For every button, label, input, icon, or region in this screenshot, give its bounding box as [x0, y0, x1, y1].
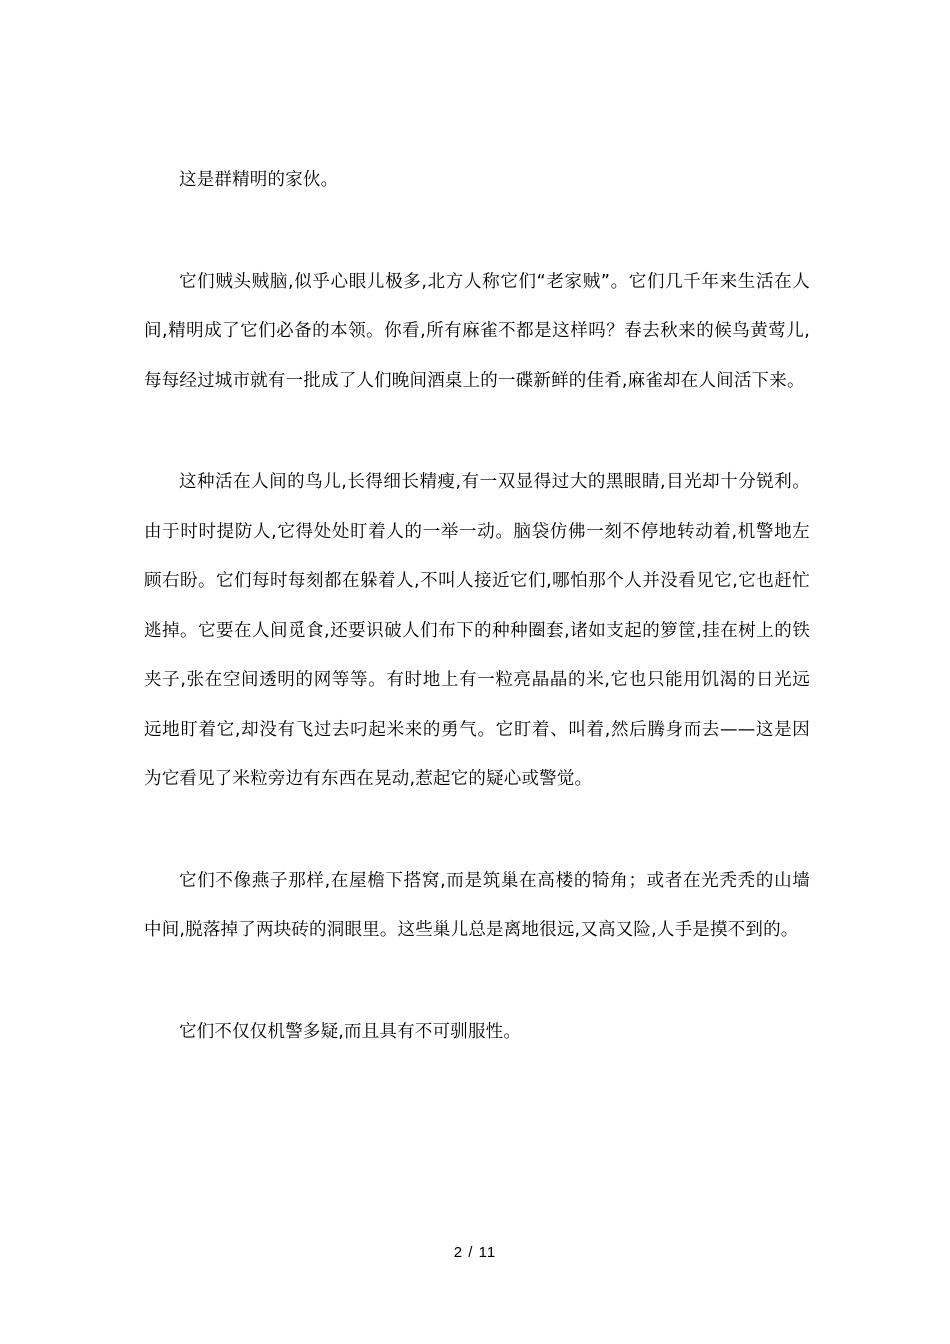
body-text [144, 156, 810, 1057]
paragraph: 它们贼头贼脑,似乎心眼儿极多,北方人称它们“老家贼”。它们几千年来生活在人间,精明成了它们必备的本领。你看,所有麻雀不都是这样吗？春去秋来的候鸟黄莺儿,每每经过城市就有一批成了人们晚间酒桌上的一碟新鲜的佳肴,麻雀却在人间活下来。 [144, 271, 810, 391]
paragraph: 这种活在人间的鸟儿,长得细长精瘦,有一双显得过大的黑眼睛,目光却十分锐利。由于时时提防人,它得处处盯着人的一举一动。脑袋仿佛一刻不停地转动着,机警地左顾右盼。它们每时每刻都在躲着人,不叫人接近它们,哪怕那个人并没看见它,它也赶忙逃掉。它要在人间觅食,还要识破人们布下的种种圈套,诸如支起的箩筐,挂在树上的铁夹子,张在空间透明的网等等。有时地上有一粒亮晶晶的米,它也只能用饥渴的日光远远地盯着它,却没有飞过去叼起米来的勇气。它盯着、叫着,然后腾身而去——这是因为它看见了米粒旁边有东西在晃动,惹起它的疑心或警觉。 [144, 472, 810, 789]
page-number: 2 / 11 [453, 1244, 497, 1261]
paragraph: 这是群精明的家伙。 [179, 170, 339, 190]
paragraph: 它们不仅仅机警多疑,而且具有不可驯服性。 [179, 1021, 522, 1042]
paragraph: 它们不像燕子那样,在屋檐下搭窝,而是筑巢在高楼的犄角；或者在光秃秃的山墙中间,脱落掉了两块砖的洞眼里。这些巢儿总是离地很远,又高又险,人手是摸不到的。 [144, 870, 810, 940]
